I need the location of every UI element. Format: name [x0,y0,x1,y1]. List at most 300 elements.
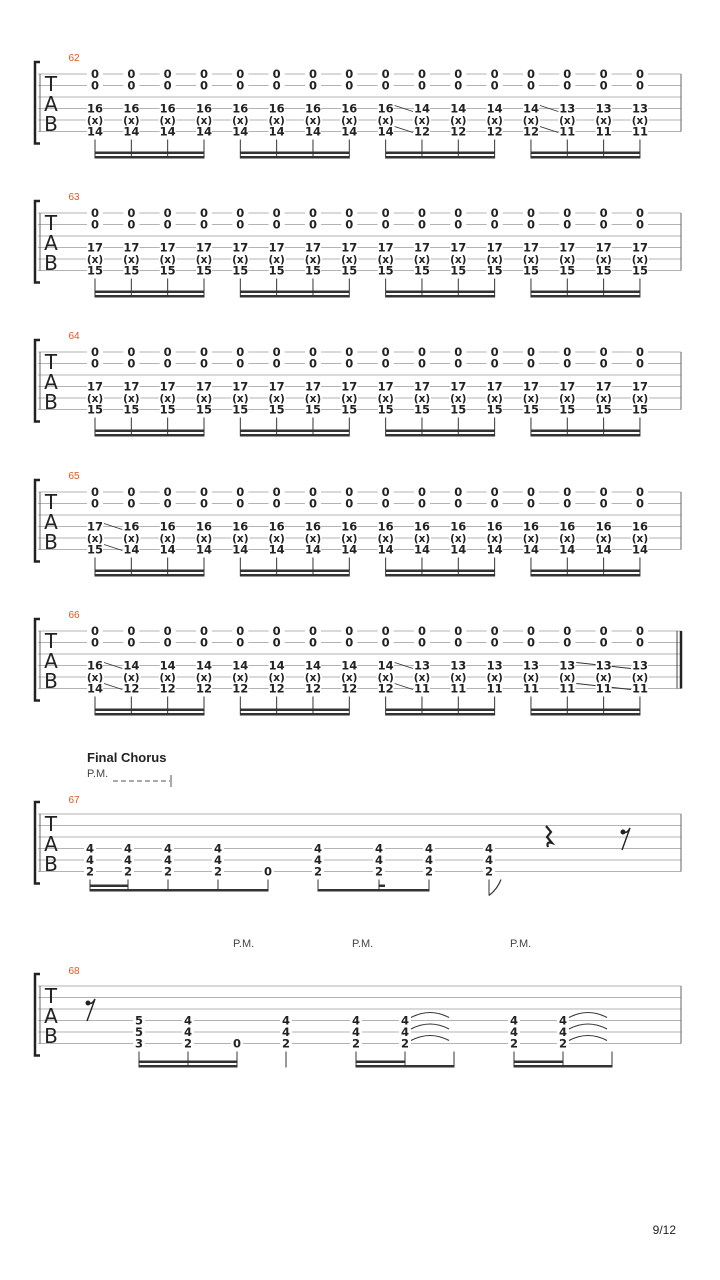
fret-number: 16 [159,101,176,116]
fret-number: 16 [86,658,104,673]
fret-number: (x) [232,533,249,545]
fret-number: 0 [381,356,390,371]
fret-number: 0 [163,217,172,232]
fret-number: 0 [199,496,208,511]
fret-number: (x) [159,533,176,545]
palm-mute-label: P.M. [510,938,532,950]
fret-number: 0 [526,356,535,371]
fret-number: 13 [559,101,576,116]
fret-number: 0 [345,356,354,371]
fret-number: 17 [450,240,467,255]
fret-number: 17 [631,379,648,394]
fret-number: 0 [272,345,281,359]
fret-number: 17 [522,240,539,255]
fret-number: (x) [631,393,649,405]
fret-number: 14 [341,658,358,673]
fret-number: 11 [413,681,430,696]
fret-number: 0 [635,496,644,511]
fret-number: 0 [345,345,354,359]
fret-number: 17 [486,379,503,394]
fret-number: (x) [123,533,140,545]
fret-number: 14 [413,101,430,116]
fret-number: 14 [522,542,539,557]
fret-number: 4 [281,1013,291,1028]
fret-number: 0 [163,206,172,220]
fret-number: 0 [599,496,608,511]
fret-number: 12 [413,124,430,139]
fret-number: 0 [526,217,535,232]
fret-number: 0 [454,217,463,232]
fret-number: 15 [631,263,648,278]
fret-number: 0 [90,496,100,511]
note-flag [489,880,501,896]
fret-number: 0 [272,67,281,81]
fret-number: 0 [599,485,608,499]
beam [531,709,640,712]
fret-number: (x) [304,115,322,127]
fret-number: 0 [199,67,208,81]
beam [240,574,349,577]
fret-number: 4 [183,1013,193,1028]
fret-number: (x) [595,115,612,127]
fret-number: 15 [86,263,104,278]
fret-number: (x) [522,254,540,266]
fret-number: 14 [86,681,104,696]
fret-number: 14 [631,542,648,557]
beam [386,152,495,155]
tab-clef-letter: T [44,72,58,96]
fret-number: 15 [595,263,612,278]
fret-number: 15 [377,263,394,278]
beam [531,570,640,573]
tie-arc [411,1013,449,1018]
tab-system-68 [35,938,681,1068]
tab-clef-letter: B [44,112,58,136]
fret-number: 0 [563,635,572,650]
quarter-rest-icon [546,826,552,847]
tab-system-63 [35,192,681,298]
fret-number: (x) [268,393,285,405]
fret-number: 0 [635,624,644,638]
fret-number: 0 [454,78,463,93]
palm-mute-label: P.M. [352,938,374,950]
fret-number: (x) [159,393,176,405]
fret-number: 15 [595,402,612,417]
fret-number: 0 [127,345,136,359]
fret-number: 2 [509,1036,519,1051]
fret-number: 0 [90,67,100,81]
tab-clef-letter: B [44,530,58,554]
fret-number: 0 [454,67,463,81]
fret-number: 0 [490,206,499,220]
fret-number: 0 [635,217,644,232]
fret-number: (x) [377,115,394,127]
fret-number: 4 [85,853,95,867]
beam [139,1065,237,1068]
fret-number: 4 [313,853,323,867]
beam [95,434,204,437]
fret-number: 16 [195,101,212,116]
fret-number: (x) [86,393,104,405]
fret-number: 17 [559,240,576,255]
fret-number: 0 [163,485,172,499]
fret-number: 17 [595,379,612,394]
beam [95,570,204,573]
fret-number: 16 [595,519,612,534]
fret-number: 11 [559,124,576,139]
fret-number: (x) [195,533,213,545]
fret-number: (x) [86,672,104,684]
fret-number: 0 [599,67,608,81]
fret-number: 14 [195,124,212,139]
fret-number: 0 [345,78,354,93]
palm-mute-label: P.M. [87,768,109,780]
fret-number: 0 [263,864,273,879]
fret-number: 15 [304,263,321,278]
fret-number: 16 [304,519,321,534]
fret-number: (x) [123,115,140,127]
beam [379,885,385,888]
tab-clef-letter: T [44,629,58,653]
fret-number: 0 [236,78,245,93]
fret-number: 16 [195,519,212,534]
beam [139,1061,237,1064]
fret-number: 16 [377,519,394,534]
fret-number: (x) [341,115,358,127]
fret-number: (x) [595,393,612,405]
fret-number: 14 [123,658,140,673]
measure-number: 62 [68,53,80,64]
fret-number: 17 [413,379,430,394]
fret-number: 0 [417,67,426,81]
fret-number: 0 [526,345,535,359]
fret-number: 0 [490,345,499,359]
fret-number: 13 [522,658,539,673]
fret-number: (x) [195,393,213,405]
fret-number: (x) [486,533,503,545]
fret-number: 14 [232,658,249,673]
fret-number: 0 [599,217,608,232]
fret-number: 0 [381,206,390,220]
fret-number: (x) [304,254,322,266]
fret-number: 12 [304,681,321,696]
fret-number: 0 [490,78,499,93]
fret-number: 0 [381,67,390,81]
fret-number: 0 [272,635,281,650]
fret-number: 17 [377,379,394,394]
fret-number: 0 [381,496,390,511]
fret-number: 17 [86,379,104,394]
fret-number: 0 [236,485,245,499]
tab-clef-letter: T [44,812,58,836]
fret-number: (x) [341,533,358,545]
fret-number: 14 [304,124,321,139]
fret-number: 17 [631,240,648,255]
fret-number: 0 [526,635,535,650]
fret-number: (x) [123,393,140,405]
tab-clef-letter: T [44,984,58,1008]
fret-number: 0 [526,67,535,81]
beam [531,152,640,155]
fret-number: 17 [522,379,539,394]
fret-number: 0 [236,217,245,232]
fret-number: 0 [599,78,608,93]
fret-number: (x) [159,254,176,266]
fret-number: 16 [86,101,104,116]
fret-number: (x) [341,393,358,405]
fret-number: 15 [486,263,503,278]
fret-number: 0 [417,624,426,638]
tab-system-67 [35,750,681,896]
fret-number: 0 [345,67,354,81]
fret-number: 13 [595,101,612,116]
fret-number: 0 [599,356,608,371]
fret-number: 4 [400,1025,410,1039]
fret-number: 5 [134,1025,144,1039]
beam [531,156,640,159]
fret-number: 15 [486,402,503,417]
fret-number: (x) [341,672,358,684]
fret-number: 0 [381,345,390,359]
fret-number: 14 [268,542,285,557]
fret-number: 0 [490,217,499,232]
fret-number: 0 [163,635,172,650]
fret-number: 11 [595,681,612,696]
fret-number: 0 [163,624,172,638]
fret-number: 5 [134,1013,144,1028]
fret-number: (x) [559,672,576,684]
fret-number: 0 [127,624,136,638]
fret-number: (x) [304,393,322,405]
fret-number: 0 [127,78,136,93]
fret-number: 0 [272,624,281,638]
fret-number: (x) [195,254,213,266]
fret-number: (x) [413,533,431,545]
fret-number: 17 [341,240,358,255]
fret-number: 4 [123,853,133,867]
fret-number: 14 [232,124,249,139]
fret-number: 11 [595,124,612,139]
fret-number: 16 [341,101,358,116]
fret-number: 16 [522,519,539,534]
fret-number: 0 [232,1036,242,1051]
fret-number: 15 [341,402,358,417]
fret-number: 4 [484,853,494,867]
fret-number: 17 [413,240,430,255]
fret-number: 4 [374,853,384,867]
fret-number: 12 [123,681,140,696]
fret-number: 17 [304,240,321,255]
fret-number: 12 [341,681,358,696]
fret-number: (x) [559,393,576,405]
beam [240,295,349,298]
fret-number: 0 [90,635,100,650]
fret-number: 17 [232,379,249,394]
fret-number: 0 [90,78,100,93]
fret-number: (x) [595,533,612,545]
fret-number: 17 [341,379,358,394]
fret-number: 0 [236,356,245,371]
fret-number: 2 [85,864,95,879]
fret-number: 0 [308,635,317,650]
fret-number: 14 [377,542,394,557]
fret-number: 4 [509,1013,519,1028]
fret-number: (x) [559,533,576,545]
fret-number: (x) [522,393,540,405]
fret-number: 0 [454,485,463,499]
fret-number: 0 [526,624,535,638]
fret-number: 17 [123,379,140,394]
beam [90,885,128,888]
fret-number: 16 [631,519,648,534]
fret-number: 4 [85,841,95,856]
fret-number: 13 [631,658,648,673]
fret-number: 17 [595,240,612,255]
fret-number: 0 [90,624,100,638]
fret-number: 0 [563,217,572,232]
fret-number: 2 [313,864,323,879]
fret-number: 16 [232,101,249,116]
fret-number: 0 [308,485,317,499]
fret-number: (x) [413,254,431,266]
fret-number: (x) [631,672,649,684]
fret-number: 0 [563,67,572,81]
fret-number: (x) [123,672,140,684]
beam [386,156,495,159]
tab-system-64 [35,331,681,437]
fret-number: 0 [272,485,281,499]
fret-number: 4 [163,853,173,867]
fret-number: 13 [559,658,576,673]
fret-number: 0 [454,206,463,220]
tab-clef-letter: B [44,1024,58,1048]
tie-arc [411,1036,449,1041]
fret-number: 0 [163,78,172,93]
fret-number: 0 [417,496,426,511]
beam [240,709,349,712]
tie-arc [569,1013,607,1018]
fret-number: 0 [563,356,572,371]
fret-number: 15 [195,263,212,278]
fret-number: 0 [163,356,172,371]
fret-number: 4 [400,1013,410,1028]
fret-number: 14 [304,658,321,673]
beam [531,295,640,298]
fret-number: (x) [486,672,503,684]
fret-number: 0 [308,356,317,371]
fret-number: 16 [232,519,249,534]
fret-number: 16 [268,519,285,534]
measure-number: 65 [68,471,80,482]
fret-number: 2 [281,1036,291,1051]
beam [514,1065,612,1068]
measure-number: 63 [68,192,80,203]
fret-number: 15 [413,402,430,417]
fret-number: 0 [308,345,317,359]
beam [90,889,268,892]
fret-number: 0 [490,496,499,511]
fret-number: (x) [522,672,540,684]
fret-number: 0 [526,485,535,499]
beam [514,1061,563,1064]
beam [240,152,349,155]
fret-number: 0 [381,624,390,638]
section-label: Final Chorus [87,750,167,765]
fret-number: 2 [351,1036,361,1051]
fret-number: 16 [304,101,321,116]
fret-number: 16 [123,101,140,116]
tab-clef-letter: B [44,852,58,876]
tab-systems [35,53,681,1068]
fret-number: 0 [345,635,354,650]
fret-number: 15 [86,542,104,557]
fret-number: 0 [599,206,608,220]
beam [531,434,640,437]
fret-number: 0 [417,206,426,220]
fret-number: 14 [450,101,467,116]
fret-number: 16 [450,519,467,534]
measure-number: 67 [68,795,80,806]
fret-number: 0 [635,78,644,93]
fret-number: 14 [413,542,430,557]
fret-number: 14 [304,542,321,557]
fret-number: 0 [454,345,463,359]
fret-number: 0 [199,635,208,650]
fret-number: 15 [268,263,285,278]
tie-arc [569,1024,607,1029]
fret-number: 17 [159,379,176,394]
fret-number: 0 [454,624,463,638]
fret-number: 17 [450,379,467,394]
beam [386,434,495,437]
fret-number: 2 [123,864,133,879]
fret-number: 14 [522,101,539,116]
fret-number: 14 [86,124,104,139]
fret-number: 11 [631,124,648,139]
fret-number: 0 [90,345,100,359]
fret-number: 0 [417,78,426,93]
fret-number: 15 [159,402,176,417]
fret-number: 17 [486,240,503,255]
fret-number: 2 [374,864,384,879]
fret-number: 15 [450,263,467,278]
fret-number: 12 [232,681,249,696]
fret-number: 0 [417,217,426,232]
beam [318,889,429,892]
tab-clef-letter: T [44,350,58,374]
fret-number: (x) [195,115,213,127]
tab-system-65 [35,471,681,577]
fret-number: 0 [272,78,281,93]
fret-number: 0 [308,206,317,220]
fret-number: (x) [159,115,176,127]
beam [386,574,495,577]
beam [95,574,204,577]
fret-number: 14 [195,542,212,557]
fret-number: (x) [450,533,467,545]
fret-number: (x) [377,672,394,684]
fret-number: 16 [159,519,176,534]
fret-number: 14 [341,542,358,557]
fret-number: 2 [163,864,173,879]
fret-number: 4 [123,841,133,856]
beam [240,434,349,437]
fret-number: 0 [490,624,499,638]
fret-number: (x) [86,115,104,127]
page-number: 9/12 [652,1223,676,1237]
fret-number: 0 [90,206,100,220]
fret-number: 0 [199,206,208,220]
